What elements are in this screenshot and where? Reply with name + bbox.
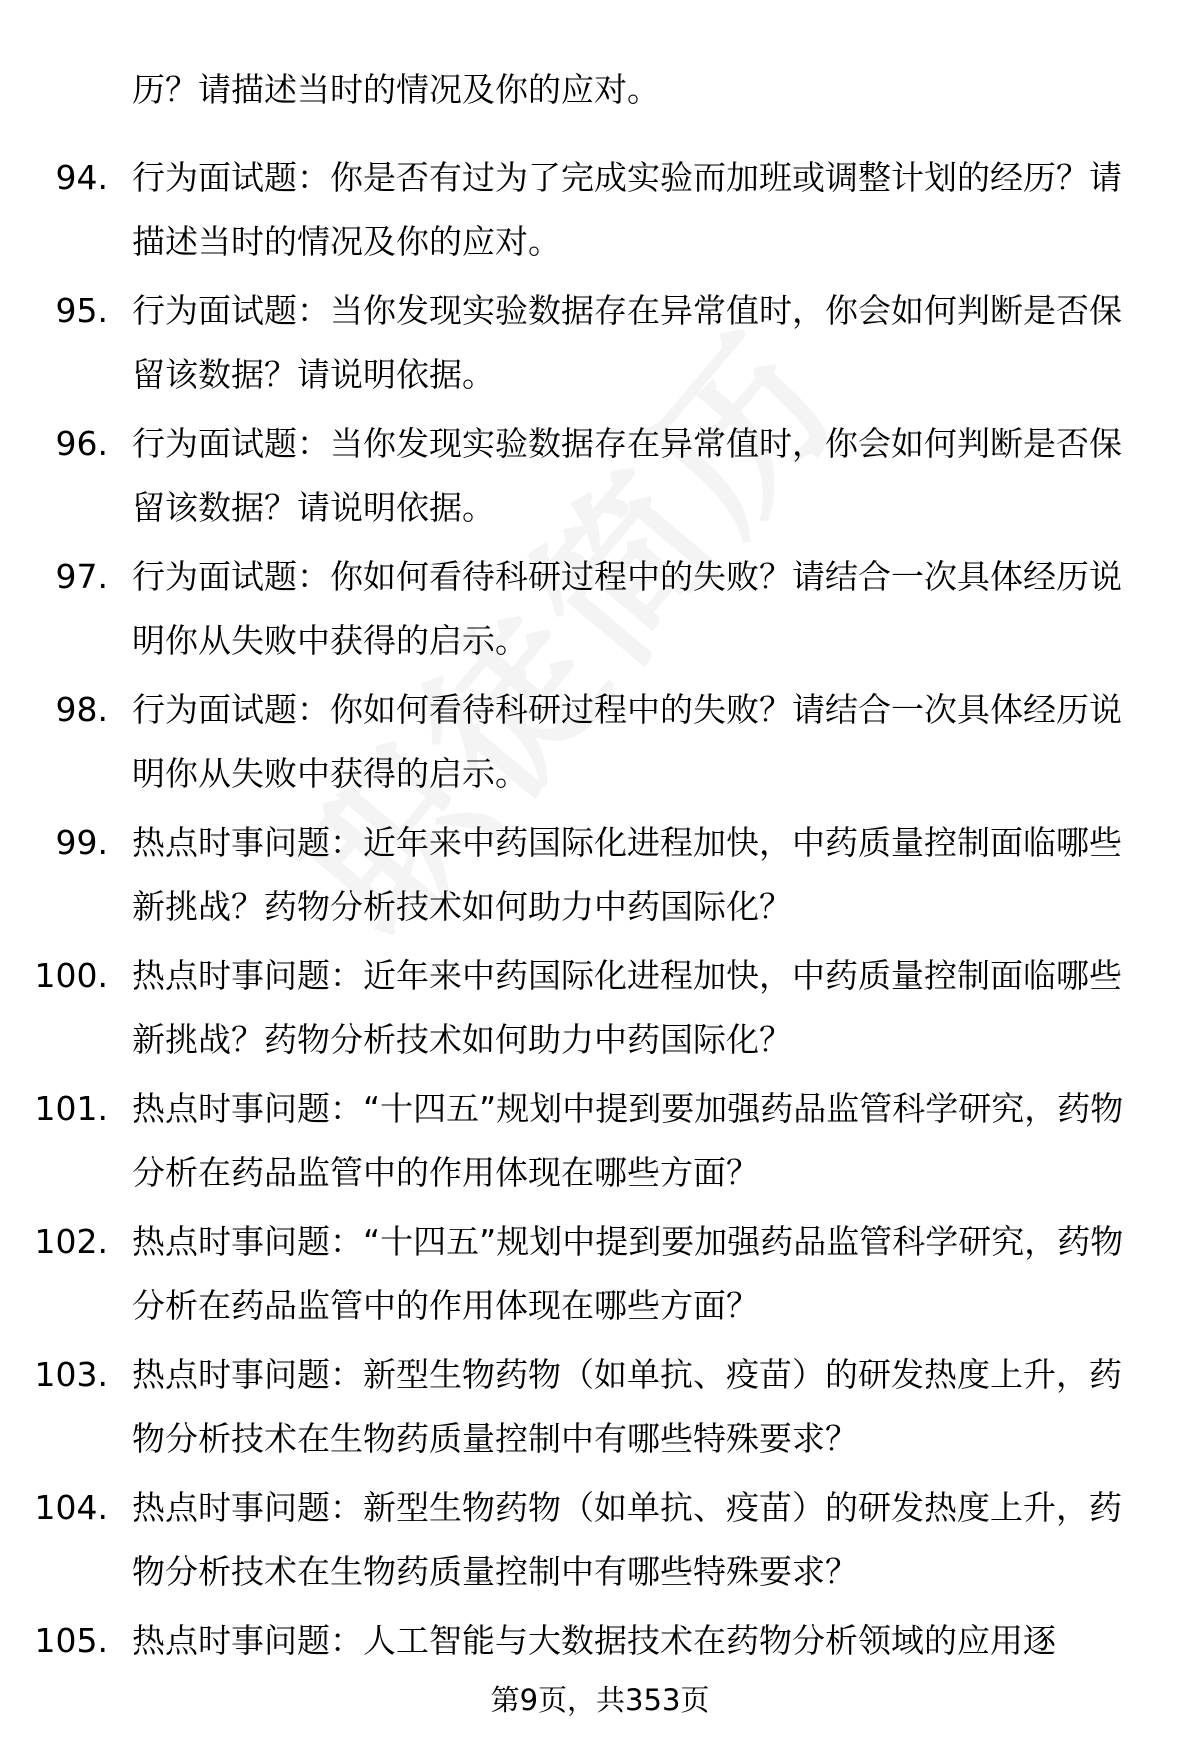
list-item (0, 944, 1200, 1077)
list-item (0, 412, 1200, 545)
item-number: 104. (34, 1488, 108, 1527)
list-item (0, 1609, 1200, 1742)
item-number: 105. (34, 1621, 108, 1660)
item-text: 行为面试题：当你发现实验数据存在异常值时，你会如何判断是否保留该数据？请说明依据。 (132, 291, 1122, 394)
continuation-line: 历？请描述当时的情况及你的应对。 (132, 70, 660, 109)
list-item (0, 678, 1200, 811)
item-text: 行为面试题：你如何看待科研过程中的失败？请结合一次具体经历说明你从失败中获得的启示。 (132, 690, 1122, 793)
item-number: 95. (55, 291, 108, 330)
item-text: 热点时事问题：新型生物药物（如单抗、疫苗）的研发热度上升，药物分析技术在生物药质量控制中有哪些特殊要求？ (132, 1355, 1122, 1458)
item-text: 热点时事问题：新型生物药物（如单抗、疫苗）的研发热度上升，药物分析技术在生物药质量控制中有哪些特殊要求？ (132, 1488, 1122, 1591)
page-footer: 第9页，共353页 (490, 1683, 710, 1717)
list-item (0, 1476, 1200, 1609)
item-text: 热点时事问题：人工智能与大数据技术在药物分析领域的应用逐 (132, 1621, 1056, 1660)
list-item (0, 545, 1200, 678)
question-list (0, 146, 1200, 1742)
item-number: 96. (55, 424, 108, 463)
item-number: 102. (34, 1222, 108, 1261)
list-item (0, 811, 1200, 944)
item-number: 98. (55, 690, 108, 729)
item-text: 行为面试题：当你发现实验数据存在异常值时，你会如何判断是否保留该数据？请说明依据。 (132, 424, 1122, 527)
list-item (0, 1077, 1200, 1210)
item-text: 热点时事问题：“十四五”规划中提到要加强药品监管科学研究，药物分析在药品监管中的作用体现在哪些方面？ (132, 1222, 1124, 1325)
item-text: 热点时事问题：近年来中药国际化进程加快，中药质量控制面临哪些新挑战？药物分析技术如何助力中药国际化？ (132, 956, 1122, 1059)
list-item (0, 279, 1200, 412)
item-number: 100. (34, 956, 108, 995)
list-item (0, 1210, 1200, 1343)
item-number: 97. (55, 557, 108, 596)
item-number: 94. (55, 158, 108, 197)
item-text: 行为面试题：你是否有过为了完成实验而加班或调整计划的经历？请描述当时的情况及你的应对。 (132, 158, 1122, 261)
item-text: 行为面试题：你如何看待科研过程中的失败？请结合一次具体经历说明你从失败中获得的启示。 (132, 557, 1122, 660)
list-item (0, 1343, 1200, 1476)
item-text: 热点时事问题：“十四五”规划中提到要加强药品监管科学研究，药物分析在药品监管中的作用体现在哪些方面？ (132, 1089, 1124, 1192)
item-text: 热点时事问题：近年来中药国际化进程加快，中药质量控制面临哪些新挑战？药物分析技术如何助力中药国际化？ (132, 823, 1122, 926)
item-number: 101. (34, 1089, 108, 1128)
list-item (0, 146, 1200, 279)
item-number: 103. (34, 1355, 108, 1394)
item-number: 99. (55, 823, 108, 862)
